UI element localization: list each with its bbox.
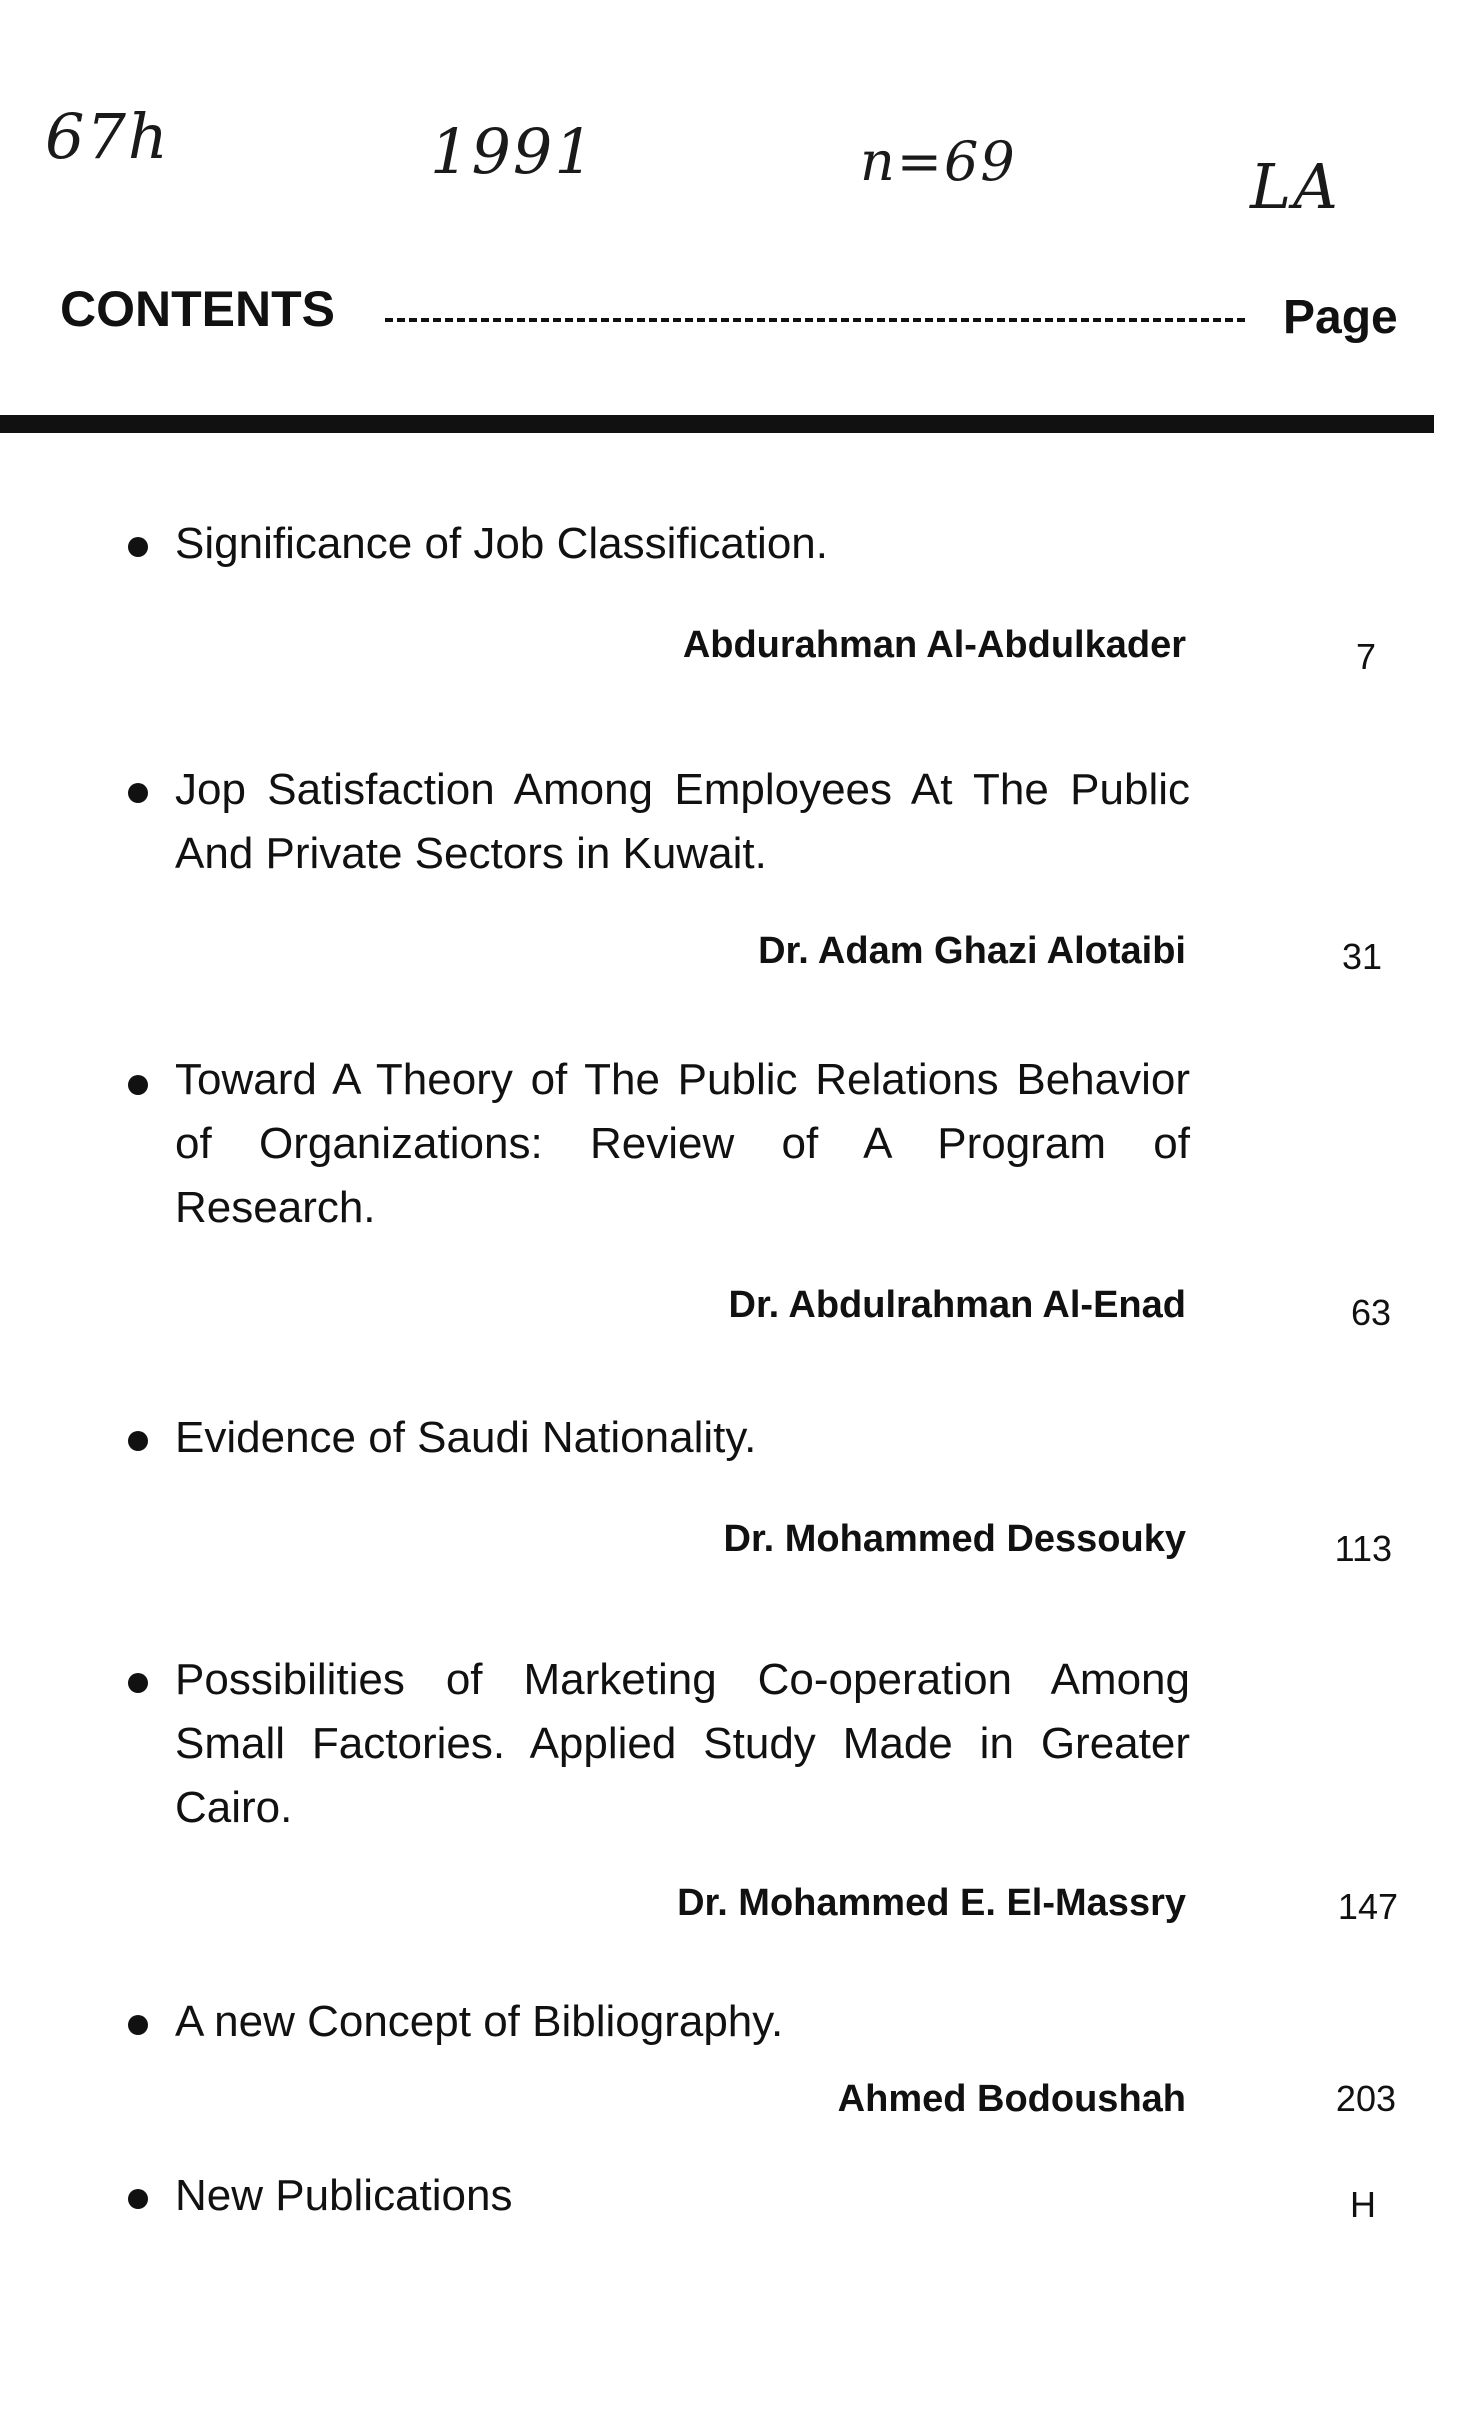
handwritten-count: n=69 [860,130,1017,193]
bullet-icon [128,783,148,803]
entry-author: Ahmed Bodoushah [837,2078,1186,2120]
entry-title: Evidence of Saudi Nationality. [175,1413,757,1462]
entry-page-number: 7 [1355,636,1376,677]
bullet-icon [128,1075,148,1095]
bullet-icon [128,537,148,557]
dash-leader [385,318,1245,322]
entry-author: Dr. Mohammed E. El-Massry [677,1882,1186,1924]
handwritten-initials: LA [1250,150,1340,223]
entry-title: New Publications [175,2171,513,2220]
entry-author: Dr. Mohammed Dessouky [723,1518,1186,1560]
entry-title: Toward A Theory of The Public Relations Behavior of Organizations: Review of A Program of Research. [175,1055,1190,1232]
bullet-icon [128,1431,148,1451]
entry-page-number: 147 [1337,1886,1398,1927]
entry-title: Possibilities of Marketing Co-operation Among Small Factories. Applied Study Made in Greater Cairo. [175,1655,1190,1832]
entry-title: Significance of Job Classification. [175,519,828,568]
contents-heading: CONTENTS [60,281,335,337]
bullet-icon [128,2015,148,2035]
entry-author: Abdurahman Al-Abdulkader [682,624,1186,666]
entry-page-number: H [1350,2184,1376,2225]
handwritten-year: 1991 [430,115,596,188]
header-rule [0,415,1434,433]
handwritten-code: 67h [45,100,170,173]
entry-author: Dr. Abdulrahman Al-Enad [728,1284,1186,1326]
entry-page-number: 63 [1350,1292,1391,1333]
entry-page-number: 113 [1334,1528,1392,1569]
bullet-icon [128,2189,148,2209]
entry-page-number: 31 [1341,936,1382,977]
bullet-icon [128,1673,148,1693]
entry-page-number: 203 [1335,2078,1396,2119]
entry-author: Dr. Adam Ghazi Alotaibi [758,930,1186,972]
entry-title: Jop Satisfaction Among Employees At The Public And Private Sectors in Kuwait. [175,765,1190,878]
entry-title: A new Concept of Bibliography. [175,1997,784,2046]
page-column-heading: Page [1283,291,1398,344]
